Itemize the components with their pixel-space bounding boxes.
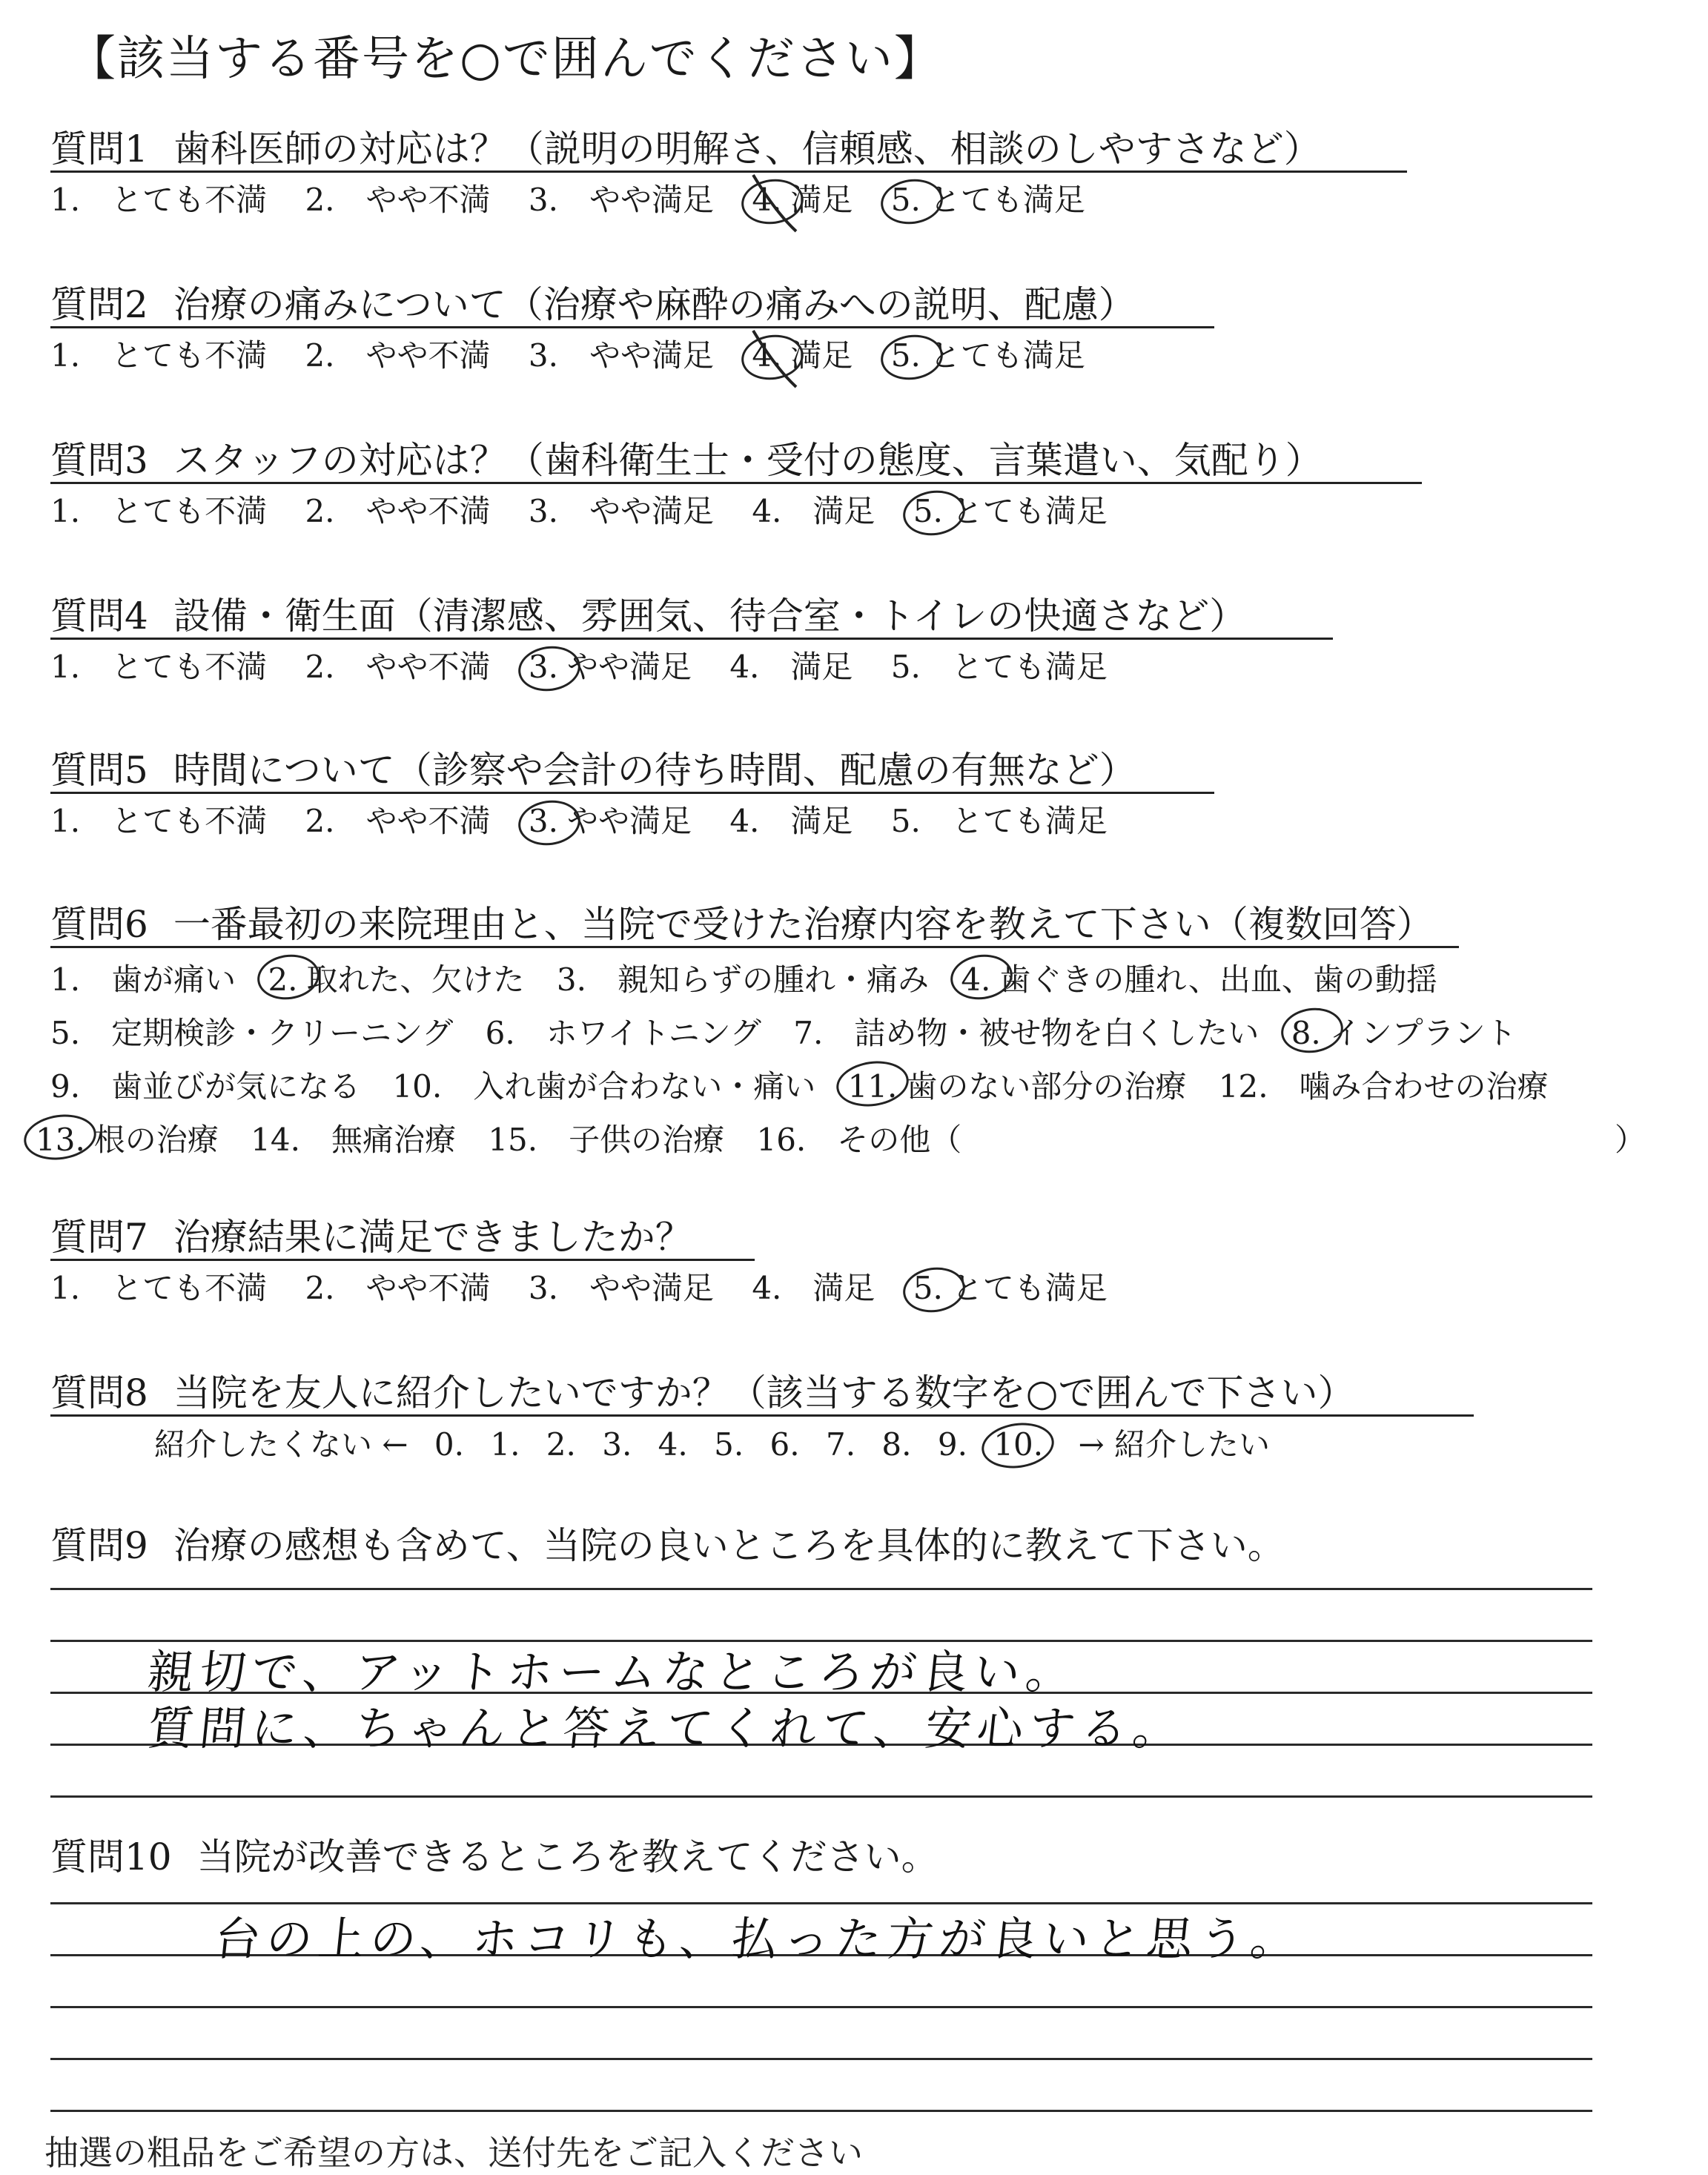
question-3-heading	[50, 436, 1325, 485]
question-6-heading	[50, 900, 1437, 949]
option-7[interactable]: 7. 詰め物・被せ物を白くしたい	[793, 1015, 1260, 1051]
option-3-number: 3.	[529, 645, 558, 689]
option-5-number: 5.	[913, 489, 943, 534]
option-2[interactable]: 2. やや不満	[305, 493, 491, 529]
heading-underline	[50, 482, 1422, 484]
question-6-row-1	[50, 953, 1666, 1007]
scale-10-number: 10.	[993, 1422, 1043, 1468]
option-2-label: 取れた、欠けた	[306, 961, 525, 998]
option-13-circled[interactable]	[36, 1113, 219, 1167]
option-1[interactable]: 1. とても不満	[50, 182, 268, 218]
heading-underline	[50, 326, 1214, 328]
question-text: 治療の痛みについて（治療や麻酔の痛みへの説明、配慮）	[173, 283, 1136, 326]
question-label: 質問3	[50, 439, 148, 482]
option-5-number: 5.	[891, 178, 921, 222]
option-5-number: 5.	[913, 1266, 943, 1311]
heading-underline	[50, 946, 1459, 948]
answer-line	[50, 2058, 1592, 2060]
option-11-label: 歯のない部分の治療	[906, 1068, 1187, 1105]
handwritten-answer-line-1: 台の上の、ホコリも、払った方が良いと思う。	[211, 1912, 1305, 1966]
option-4-label: 満足	[790, 337, 853, 374]
question-label: 質問4	[50, 595, 148, 638]
option-3[interactable]: 3. やや満足	[528, 182, 714, 218]
option-5[interactable]: 5. とても満足	[890, 649, 1108, 685]
question-5-options	[50, 799, 1666, 844]
question-label: 質問9	[50, 1524, 148, 1567]
question-3	[50, 436, 1666, 534]
question-8-heading	[50, 1368, 1357, 1417]
scale-8[interactable]: 8.	[881, 1426, 912, 1463]
option-2-circled[interactable]	[268, 953, 524, 1007]
question-text: 治療の感想も含めて、当院の良いところを具体的に教えて下さい。	[173, 1524, 1285, 1567]
heading-underline	[50, 792, 1214, 794]
question-label: 質問7	[50, 1216, 148, 1259]
option-3[interactable]: 3. やや満足	[528, 1270, 714, 1306]
question-2-options	[50, 334, 1666, 378]
option-5-circled[interactable]	[913, 489, 1108, 534]
heading-underline	[50, 638, 1333, 640]
option-3-label: やや満足	[566, 649, 692, 685]
option-4-number: 4.	[752, 334, 781, 378]
option-2[interactable]: 2. やや不満	[305, 1270, 491, 1306]
scale-6[interactable]: 6.	[769, 1426, 800, 1463]
option-13-number: 13.	[36, 1113, 85, 1167]
option-3-circled[interactable]	[529, 799, 692, 844]
question-6-row-4	[36, 1113, 1666, 1167]
question-label: 質問6	[50, 903, 148, 946]
question-10-heading	[50, 1833, 941, 1881]
question-text: スタッフの対応は？（歯科衛生士・受付の態度、言葉遣い、気配り）	[173, 439, 1323, 482]
option-6[interactable]: 6. ホワイトニング	[485, 1015, 761, 1051]
scale-left-label: 紹介したくない ←	[154, 1426, 408, 1463]
question-6-row-2	[50, 1007, 1666, 1060]
option-11-number: 11.	[848, 1060, 898, 1113]
option-5-label: とても満足	[951, 493, 1108, 529]
option-2[interactable]: 2. やや不満	[305, 649, 491, 685]
question-text: 時間について（診察や会計の待ち時間、配慮の有無など）	[173, 749, 1136, 792]
option-5-circled[interactable]	[891, 178, 1085, 222]
option-4-number: 4.	[752, 178, 781, 222]
option-5-number: 5.	[891, 334, 921, 378]
option-4[interactable]: 4. 満足	[729, 649, 853, 685]
question-7-options	[50, 1266, 1666, 1311]
scale-10-circled[interactable]	[993, 1422, 1052, 1468]
option-5-label: とても満足	[929, 182, 1085, 218]
question-text: 設備・衛生面（清潔感、雰囲気、待合室・トイレの快適さなど）	[173, 595, 1247, 638]
question-text: 歯科医師の対応は？（説明の明解さ、信頼感、相談のしやすさなど）	[173, 128, 1321, 171]
option-2[interactable]: 2. やや不満	[305, 337, 491, 374]
question-7-heading	[50, 1213, 695, 1262]
option-5-circled[interactable]	[913, 1266, 1108, 1311]
option-15[interactable]: 15. 子供の治療	[488, 1122, 725, 1158]
option-1[interactable]: 1. とても不満	[50, 337, 268, 374]
option-3[interactable]: 3. やや満足	[528, 337, 714, 374]
question-9-heading	[50, 1521, 1288, 1570]
option-4[interactable]: 4. 満足	[752, 493, 875, 529]
scale-0[interactable]: 0.	[434, 1426, 464, 1463]
question-text: 当院を友人に紹介したいですか？（該当する数字を○で囲んで下さい）	[173, 1371, 1355, 1414]
option-4-label: 歯ぐきの腫れ、出血、歯の動揺	[999, 961, 1437, 998]
question-4-options	[50, 645, 1666, 689]
question-label: 質問2	[50, 283, 148, 326]
option-3-circled[interactable]	[529, 645, 692, 689]
scale-7[interactable]: 7.	[825, 1426, 856, 1463]
heading-underline	[50, 1259, 755, 1261]
question-2-heading	[50, 280, 1139, 329]
heading-underline	[50, 1414, 1474, 1417]
option-3-label: やや満足	[566, 803, 692, 839]
option-1[interactable]: 1. とても不満	[50, 649, 268, 685]
scale-9[interactable]: 9.	[937, 1426, 967, 1463]
question-5	[50, 746, 1666, 844]
scale-right-label: → 紹介したい	[1078, 1426, 1270, 1463]
option-4[interactable]: 4. 満足	[729, 803, 853, 839]
question-label: 質問8	[50, 1371, 148, 1414]
option-8-circled[interactable]	[1291, 1007, 1517, 1060]
handwritten-answer-line-2: 質問に、ちゃんと答えてくれて、安心する。	[145, 1701, 1188, 1755]
question-7	[50, 1213, 1666, 1311]
handwritten-answer-line-1: 親切で、アットホームなところが良い。	[145, 1645, 1081, 1699]
heading-underline	[50, 171, 1407, 173]
option-3[interactable]: 3. 親知らずの腫れ・痛み	[556, 961, 929, 998]
option-8-label: インプラント	[1329, 1015, 1517, 1051]
other-close-paren: ）	[1615, 1122, 1646, 1158]
option-5-label: とても満足	[951, 1270, 1108, 1306]
option-8-number: 8.	[1291, 1007, 1321, 1060]
option-4-circled[interactable]	[752, 178, 853, 222]
page-title: 【該当する番号を○で囲んでください】	[68, 32, 943, 87]
question-1-options	[50, 178, 1666, 222]
scale-1[interactable]: 1.	[490, 1426, 520, 1463]
option-1[interactable]: 1. とても不満	[50, 493, 268, 529]
answer-line	[50, 2110, 1592, 2112]
question-label: 質問10	[50, 1835, 172, 1878]
scale-3[interactable]: 3.	[602, 1426, 632, 1463]
option-1[interactable]: 1. とても不満	[50, 803, 268, 839]
question-1-heading	[50, 125, 1324, 173]
option-12[interactable]: 12. 噛み合わせの治療	[1218, 1068, 1549, 1105]
question-text: 当院が改善できるところを教えてください。	[196, 1835, 939, 1878]
recommend-scale	[154, 1422, 1666, 1468]
option-3-number: 3.	[529, 799, 558, 844]
option-4-number: 4.	[961, 953, 990, 1007]
option-3[interactable]: 3. やや満足	[528, 493, 714, 529]
option-4-circled[interactable]	[961, 953, 1437, 1007]
question-9	[50, 1521, 1666, 1570]
option-1[interactable]: 1. 歯が痛い	[50, 961, 236, 998]
question-8	[50, 1368, 1666, 1468]
question-6	[36, 900, 1666, 1167]
option-9[interactable]: 9. 歯並びが気になる	[50, 1068, 361, 1105]
question-label: 質問5	[50, 749, 148, 792]
question-6-row-3	[50, 1060, 1666, 1113]
option-4[interactable]: 4. 満足	[752, 1270, 875, 1306]
question-4-heading	[50, 592, 1249, 640]
option-5-label: とても満足	[929, 337, 1085, 374]
option-2-number: 2.	[268, 953, 297, 1007]
option-5[interactable]: 5. 定期検診・クリーニング	[50, 1015, 454, 1051]
option-5[interactable]: 5. とても満足	[890, 803, 1108, 839]
scale-4[interactable]: 4.	[658, 1426, 688, 1463]
answer-line	[50, 1588, 1592, 1590]
question-1	[50, 125, 1666, 222]
answer-line	[50, 1795, 1592, 1798]
option-10[interactable]: 10. 入れ歯が合わない・痛い	[392, 1068, 816, 1105]
question-10	[50, 1833, 1666, 1881]
question-label: 質問1	[50, 128, 148, 171]
question-text: 治療結果に満足できましたか？	[173, 1216, 692, 1259]
option-5-circled[interactable]	[891, 334, 1085, 378]
question-5-heading	[50, 746, 1139, 795]
question-text: 一番最初の来院理由と、当院で受けた治療内容を教えて下さい（複数回答）	[173, 903, 1434, 946]
option-11-circled[interactable]	[848, 1060, 1187, 1113]
option-14[interactable]: 14. 無痛治療	[251, 1122, 456, 1158]
scale-5[interactable]: 5.	[714, 1426, 744, 1463]
scale-2[interactable]: 2.	[546, 1426, 576, 1463]
option-4-circled[interactable]	[752, 334, 853, 378]
footer-note: 抽選の粗品をご希望の方は、送付先をご記入ください	[44, 2133, 863, 2173]
option-4-label: 満足	[790, 182, 853, 218]
option-2[interactable]: 2. やや不満	[305, 182, 491, 218]
option-13-label: 根の治療	[93, 1122, 219, 1158]
question-4	[50, 592, 1666, 689]
option-2[interactable]: 2. やや不満	[305, 803, 491, 839]
question-2	[50, 280, 1666, 378]
option-16[interactable]: 16. その他（	[756, 1122, 962, 1158]
question-3-options	[50, 489, 1666, 534]
option-1[interactable]: 1. とても不満	[50, 1270, 268, 1306]
answer-line	[50, 2006, 1592, 2008]
